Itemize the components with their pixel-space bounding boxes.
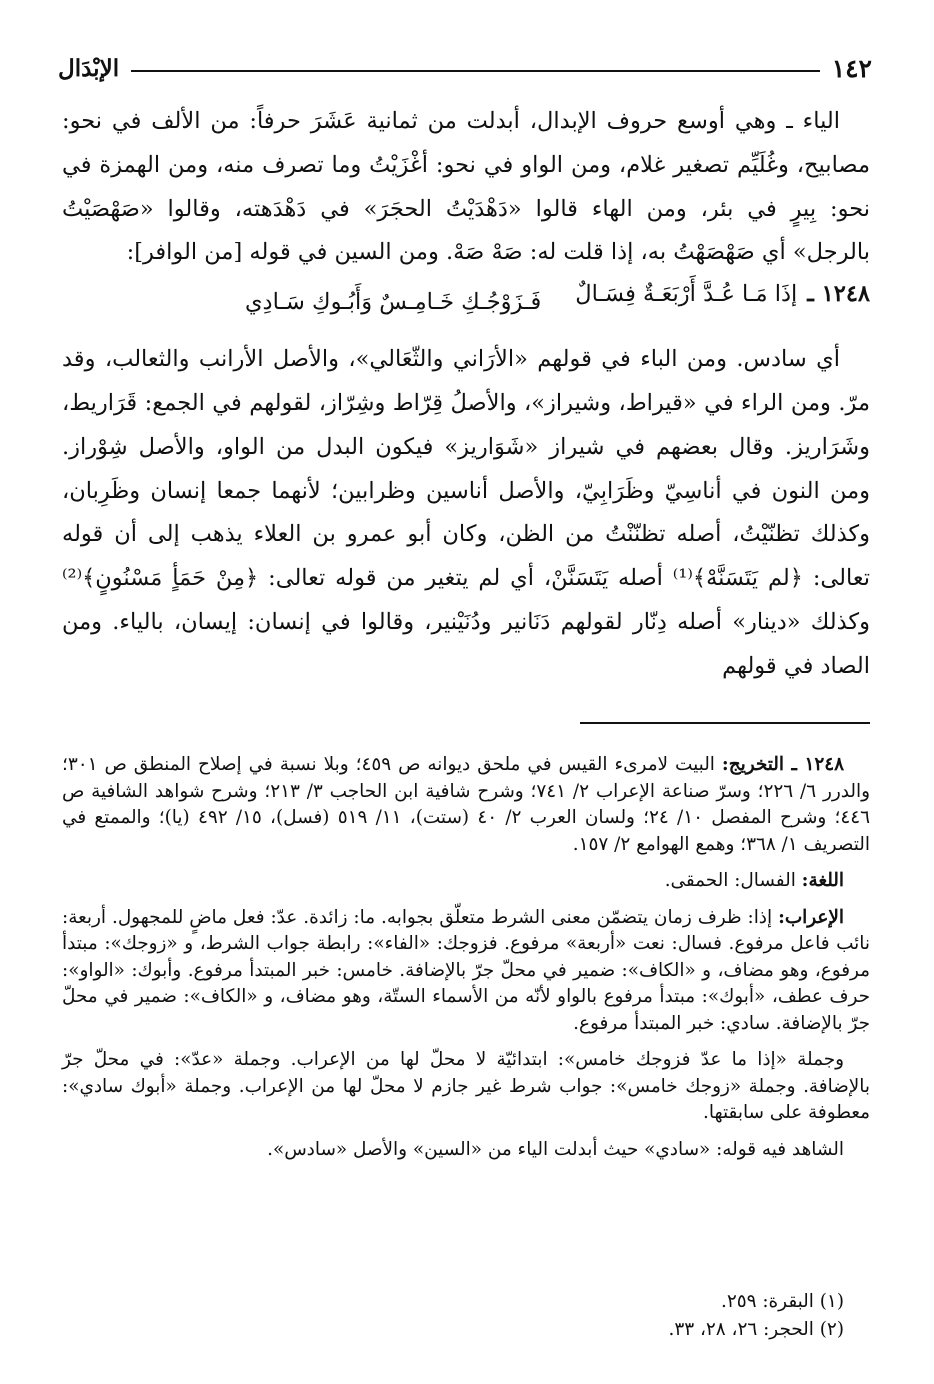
- page-number: ١٤٢: [831, 53, 872, 83]
- footnotes: [62, 1288, 870, 1344]
- running-title: الإبْدَال: [58, 54, 120, 82]
- main-paragraph-2: أي سادس. ومن الباء في قولهم «الأرَاني والثّعَالي»، والأصل الأرانب والثعالب، وقد مرّ. ومن الراء في «قيراط، وشيراز»، والأصلُ قِرّاط وشِرّاز، لقولهم في الجمع: قَرَاريط، وشَرَاريز. وقال بعضهم في شيراز «شَوَاريز» فيكون البدل من الواو، والأصل شِوْراز. ومن النون في أناسِيّ وظَرَابِيّ، والأصل أناسين وظرابين؛ لأنهما جمعا إنسان وظَرِبان، وكذلك تظنّيْتُ، أصله تظنّنْتُ من الظن، وكان أبو عمرو بن العلاء يذهب إلى أن قوله تعالى: ﴿لم يَتَسَنَّهْ﴾⁽¹⁾ أصله يَتَسَنَّنْ، أي لم يتغير من قوله تعالى: ﴿مِنْ حَمَأٍ مَسْنُونٍ﴾⁽²⁾ وكذلك «دينار» أصله دِنّار لقولهم دَنَانير ودُنَيْنير، وقالوا في إنسان: إيسان، بالياء. ومن الصاد في قولهم: [62, 346, 871, 679]
- irab-text: إذا: ظرف زمان يتضمّن معنى الشرط متعلّق بجوابه. ما: زائدة. عدّ: فعل ماضٍ للمجهول. أربعة: نائب فاعل مرفوع. فسال: نعت «أربعة» مرفوع. فزوجك: «الفاء»: رابطة جواب الشرط، و «زوجك»: مبتدأ مرفوع، وهو مضاف، و «الكاف»: ضمير في محلّ جرّ بالإضافة. خامس: خبر المبتدأ مرفوع. وأبوك: «الواو»: حرف عطف، «أبوك»: مبتدأ مرفوع بالواو لأنّه من الأسماء الستّة، وهو مضاف، و «الكاف»: ضمير في محلّ جرّ بالإضافة. سادي: خبر المبتدأ مرفوع.: [62, 906, 870, 1034]
- takhrij-label: ١٢٤٨ ـ التخريج:: [721, 754, 844, 775]
- takhrij-note: [62, 752, 870, 858]
- poetry-verse: [62, 275, 870, 338]
- header-rule: [131, 70, 820, 72]
- takhrij-text: البيت لامرىء القيس في ملحق ديوانه ص ٤٥٩؛ وبلا نسبة في إصلاح المنطق ص ٣٠١؛ والدرر ٦/ ٢٢٦؛ وسرّ صناعة الإعراب ٢/ ٧٤١؛ وشرح شافية ابن الحاجب ٣/ ٢١٣؛ وشرح شواهد الشافية ص ٤٤٦؛ وشرح المفصل ١٠/ ٢٤؛ ولسان العرب ٢/ ٤٠ (ستت)، ١١/ ٥١٩ (فسل)، ١٥/ ٤٩٢ (يا)؛ والممتع في التصريف ١/ ٣٦٨؛ وهمع الهوامع ٢/ ١٥٧.: [62, 754, 871, 855]
- lugha-label: اللغة:: [801, 870, 844, 891]
- jumal-note: وجملة «إذا ما عدّ فزوجك خامس»: ابتدائيّة لا محلّ لها من الإعراب. وجملة «عدّ»: في محلّ جرّ بالإضافة. وجملة «زوجك خامس»: جواب شرط غير جازم لا محلّ لها من الإعراب. وجملة «أبوك سادي»: معطوفة على سابقتها.: [62, 1049, 870, 1123]
- shahid-note: الشاهد فيه قوله: «سادي» حيث أبدلت الياء من «السين» والأصل «سادس».: [267, 1138, 844, 1160]
- footnote-2: (٢) الحجر: ٢٦، ٢٨، ٣٣.: [668, 1319, 844, 1340]
- verse-number: ١٢٤٨ ـ: [807, 281, 870, 308]
- verse-first-hemistich: إذَا مَـا عُـدَّ أَرْبَعَـةٌ فِسَـالٌ: [575, 281, 798, 308]
- lugha-text: الفسال: الحمقى.: [664, 870, 796, 891]
- notes-separator: [580, 722, 870, 724]
- main-text: [62, 100, 870, 689]
- lugha-note: [62, 868, 870, 895]
- verse-second-hemistich: فَـزَوْجُـكِ خَـامِـسٌ وَأَبُـوكِ سَـادِي: [244, 289, 542, 316]
- main-paragraph-1: الياء ـ وهي أوسع حروف الإبدال، أبدلت من ثمانية عَشَرَ حرفاً: من الألف في نحو: مصابيح، وغُلَيِّم تصغير غلام، ومن الواو في نحو: أغْزَيْتُ وما تصرف منه، ومن الهمزة في نحو: بِيرٍ في بئر، ومن الهاء قالوا «دَهْدَيْتُ الحجَرَ» في دَهْدَهته، وقالوا «صَهْصَيْتُ بالرجل» أي صَهْصَهْتُ به، إذا قلت له: صَهْ صَهْ. ومن السين في قوله [من الوافر]:: [62, 108, 870, 266]
- footnote-1: (١) البقرة: ٢٥٩.: [721, 1291, 844, 1312]
- irab-label: الإعراب:: [778, 906, 844, 928]
- verse-notes: [62, 752, 870, 1173]
- page-header: [58, 50, 872, 86]
- irab-note: [62, 905, 870, 1038]
